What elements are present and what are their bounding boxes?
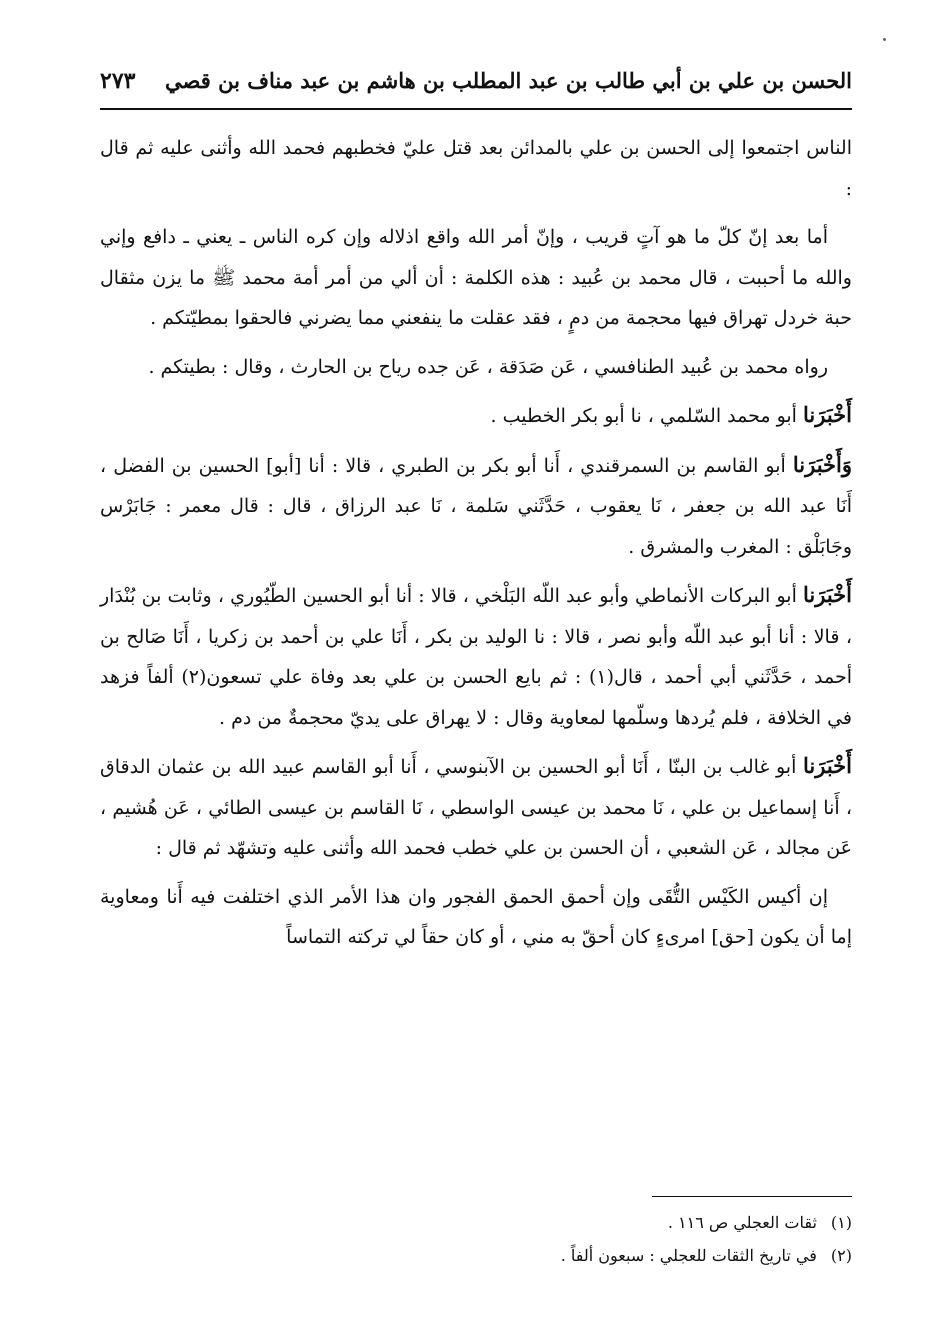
narration-keyword: أَخْبَرَنا xyxy=(803,582,852,607)
paragraph-7 xyxy=(100,746,852,869)
paragraph-4-text: أبو محمد السّلمي ، نا أبو بكر الخطيب . xyxy=(490,405,804,427)
paragraph-6 xyxy=(100,575,852,738)
paragraph-4 xyxy=(100,395,852,437)
footnotes xyxy=(100,1206,852,1272)
footnote-1 xyxy=(100,1206,852,1239)
narration-keyword: وَأَخْبَرَنا xyxy=(792,451,852,477)
footnote-text: ثقات العجلي ص ١١٦ . xyxy=(667,1213,817,1232)
footnote-2 xyxy=(100,1239,852,1272)
paragraph-6-text: أبو البركات الأنماطي وأبو عبد اللّه البَلْخي ، قالا : أنا أبو الحسين الطّيُوري ، وثابت بن بُنْدَار ، قالا : أنا أبو عبد اللّه وأبو نصر ، قالا : نا الوليد بن بكر ، أَنَا علي بن أحمد بن زكريا ، أَنَا صَالح بن أحمد ، حَدَّثَني أبي أحمد ، قال(١) : ثم بايع الحسن بن علي بعد وفاة علي تسعون(٢) ألفاً فزهد في الخلافة ، فلم يُردها وسلّمها لمعاوية وقال : لا يهراق على يديّ محجمةٌ من دم . xyxy=(100,585,852,729)
narration-keyword: أَخْبَرَنا xyxy=(803,753,852,778)
footnote-rule xyxy=(652,1196,852,1197)
paragraph-2: أما بعد إنّ كلّ ما هو آتٍ قريب ، وإنّ أمر الله واقع اذلاله وإن كره الناس ـ يعني ـ دافع وإني والله ما أحببت ، قال محمد بن عُبيد : هذه الكلمة : أن ألي من أمر أمة محمد ﷺ ما يزن مثقال حبة خردل تهراق فيها محجمة من دمٍ ، فقد عقلت ما ينفعني مما يضرني فالحقوا بمطيّتكم . xyxy=(100,226,852,329)
header-rule xyxy=(100,108,852,110)
page-header xyxy=(100,66,852,106)
footnote-number: (٢) xyxy=(830,1246,852,1265)
paragraph-5-text: أبو القاسم بن السمرقندي ، أَنا أبو بكر بن الطبري ، قالا : أنا [أبو] الحسين بن الفضل ، أَنَا عبد الله بن جعفر ، نَا يعقوب ، حَدَّثَني سَلمة ، نَا عبد الرزاق ، قال : قال معمر : جَابَرْس وجَابَلْق : المغرب والمشرق . xyxy=(100,454,852,558)
footnote-number: (١) xyxy=(830,1213,852,1232)
paragraph-8: إن أكيس الكَيْس التُّقَى وإن أحمق الحمق الفجور وان هذا الأمر الذي اختلفت فيه أَنا ومعاوية إما أن يكون [حق] امرىءٍ كان أحقّ به مني ، أو كان حقاً لي تركته التماساً xyxy=(100,885,852,948)
running-title: الحسن بن علي بن أبي طالب بن عبد المطلب بن هاشم بن عبد مناف بن قصي xyxy=(165,68,852,93)
narration-keyword: أَخْبَرَنا xyxy=(803,402,852,427)
paragraph-3: رواه محمد بن عُبيد الطنافسي ، عَن صَدَقة ، عَن جده رياح بن الحارث ، وقال : بطيتكم . xyxy=(148,355,828,378)
page-number: ٢٧٣ xyxy=(100,68,136,94)
paragraph-1: الناس اجتمعوا إلى الحسن بن علي بالمدائن بعد قتل عليّ فخطبهم فحمد الله وأثنى عليه ثم قال : xyxy=(100,137,852,200)
paragraph-7-text: أبو غالب بن البنّا ، أَنَا أبو الحسين بن الآبنوسي ، أَنا أبو القاسم عبيد الله بن عثمان الدقاق ، أَنا إسماعيل بن علي ، نَا محمد بن عيسى الواسطي ، نَا القاسم بن عيسى الطائي ، عَن هُشيم ، عَن مجالد ، عَن الشعبي ، أن الحسن بن علي خطب فحمد الله وأثنى عليه وتشهّد ثم قال : xyxy=(100,756,852,859)
scan-speck xyxy=(883,38,886,41)
main-text xyxy=(100,128,852,966)
footnote-text: في تاريخ الثقات للعجلي : سبعون ألفاً . xyxy=(560,1246,817,1265)
paragraph-5 xyxy=(100,445,852,568)
